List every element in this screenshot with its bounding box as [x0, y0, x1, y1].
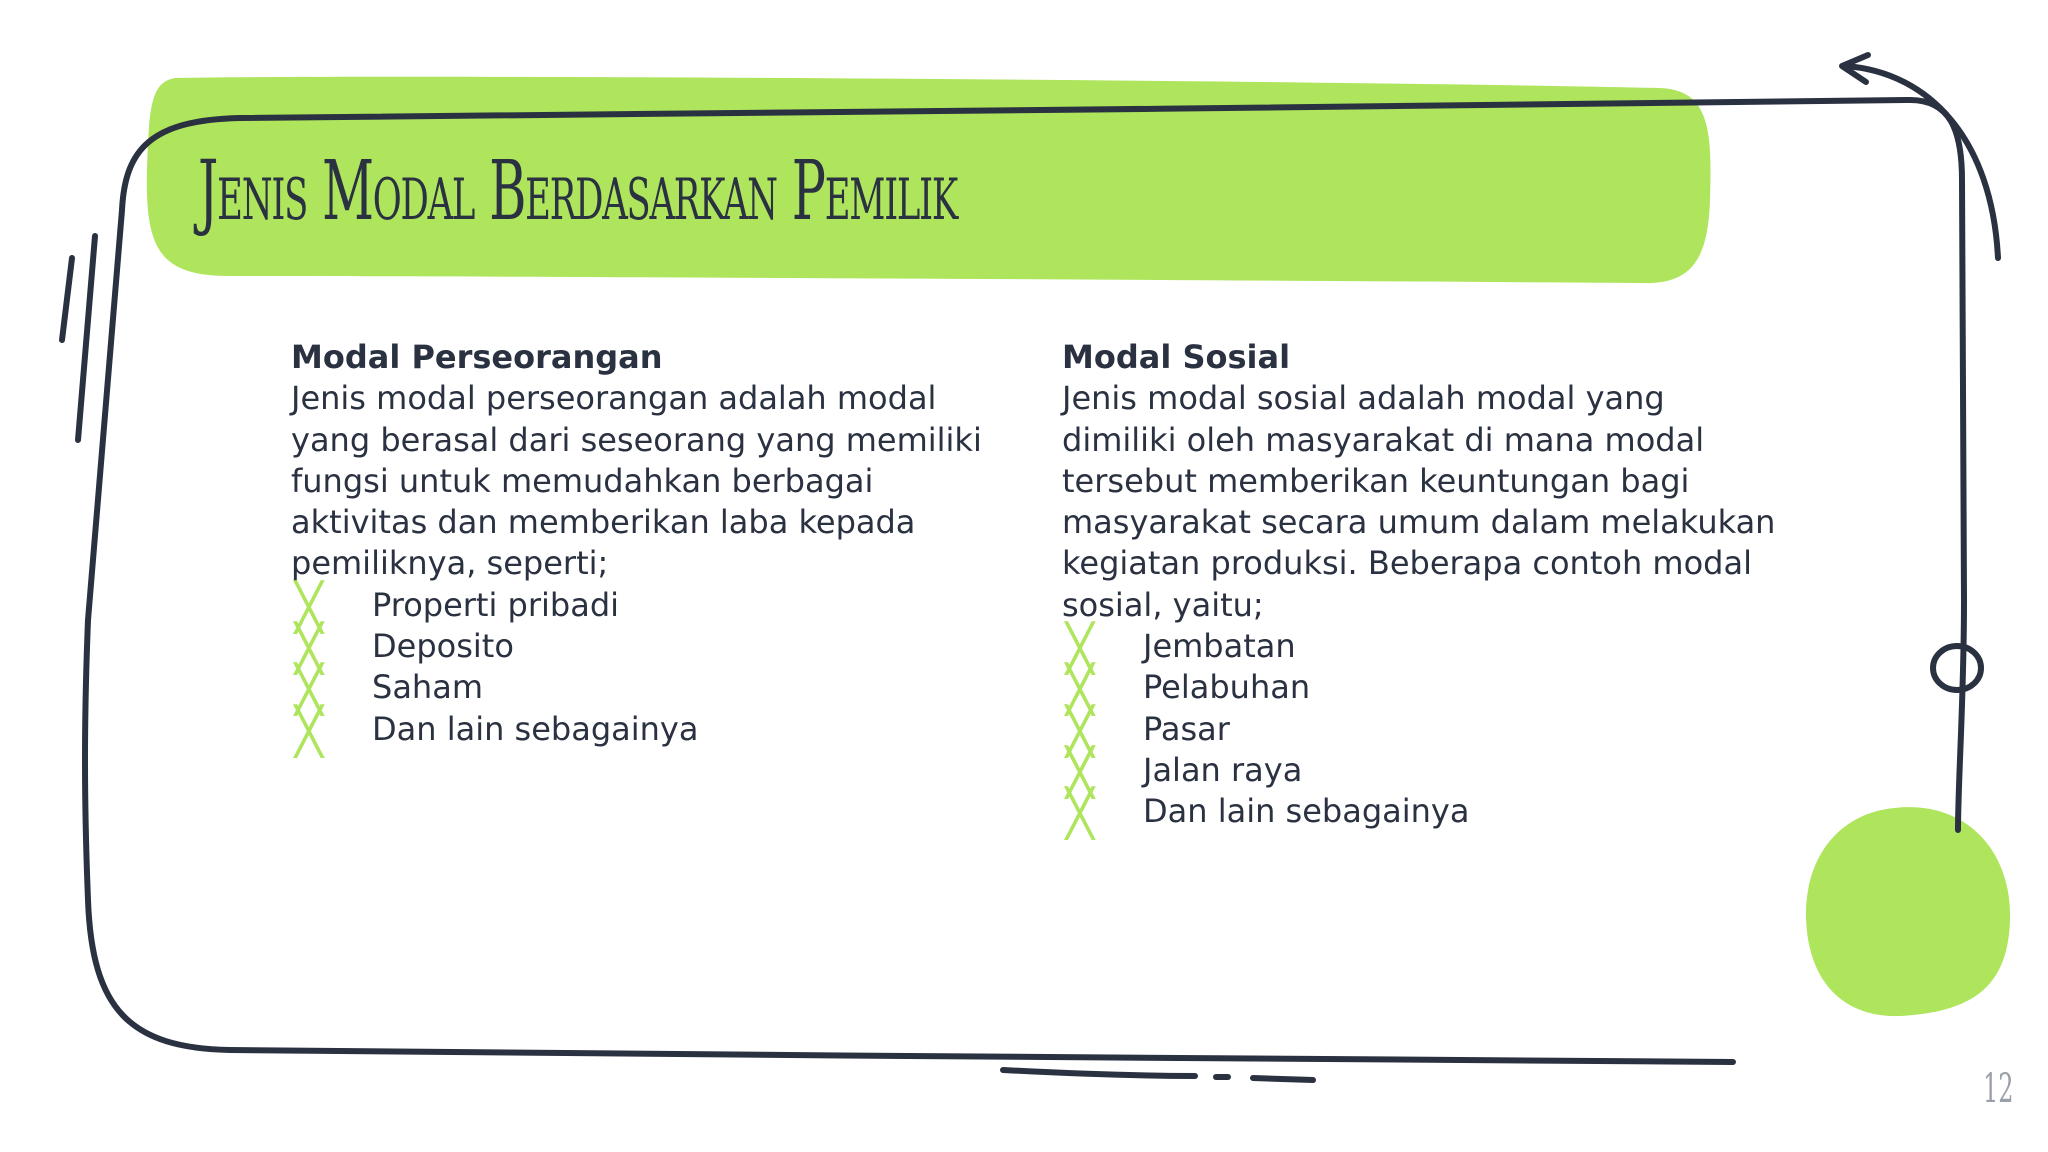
left-heading: Modal Perseorangan [291, 338, 663, 376]
right-body: Jenis modal sosial adalah modal yang dimiliki oleh masyarakat di mana modal tersebut memberikan keuntungan bagi masyarakat secara umum dalam melakukan kegiatan produksi. Beberapa contoh modal sosial, yaitu; [1062, 379, 1776, 624]
right-list [1062, 621, 1782, 841]
cross-bullet-icon: ╳ [1066, 744, 1094, 799]
left-body: Jenis modal perseorangan adalah modal yang berasal dari seseorang yang memiliki fungsi untuk memudahkan berbagai aktivitas dan memberikan laba kepada pemiliknya, seperti; [291, 379, 982, 583]
cross-bullet-icon: ╳ [295, 579, 323, 634]
cross-bullet-icon: ╳ [1066, 621, 1094, 676]
list-item: ╳ Pasar [1066, 703, 1230, 758]
cross-bullet-icon: ╳ [1066, 786, 1094, 841]
list-item: ╳ Jembatan [1066, 621, 1296, 676]
green-blob-shape [1806, 807, 2010, 1016]
list-item: ╳ Dan lain sebagainya [1066, 786, 1470, 841]
cross-bullet-icon: ╳ [295, 703, 323, 758]
cross-bullet-icon: ╳ [295, 662, 323, 717]
page-number: 12 [1983, 1066, 2014, 1112]
list-item: ╳ Jalan raya [1066, 744, 1303, 799]
list-item: ╳ Pelabuhan [1066, 662, 1311, 717]
list-item: ╳ Dan lain sebagainya [295, 703, 699, 758]
list-item: ╳ Deposito [295, 621, 514, 676]
right-column [1062, 337, 1782, 841]
left-list [291, 579, 1011, 758]
cross-bullet-icon: ╳ [1066, 662, 1094, 717]
left-column [291, 337, 1011, 758]
right-heading: Modal Sosial [1062, 338, 1291, 376]
list-item: ╳ Saham [295, 662, 483, 717]
cross-bullet-icon: ╳ [1066, 703, 1094, 758]
list-item: ╳ Properti pribadi [295, 579, 620, 634]
slide-title: Jenis Modal Berdasarkan Pemilik [198, 144, 958, 239]
cross-bullet-icon: ╳ [295, 621, 323, 676]
